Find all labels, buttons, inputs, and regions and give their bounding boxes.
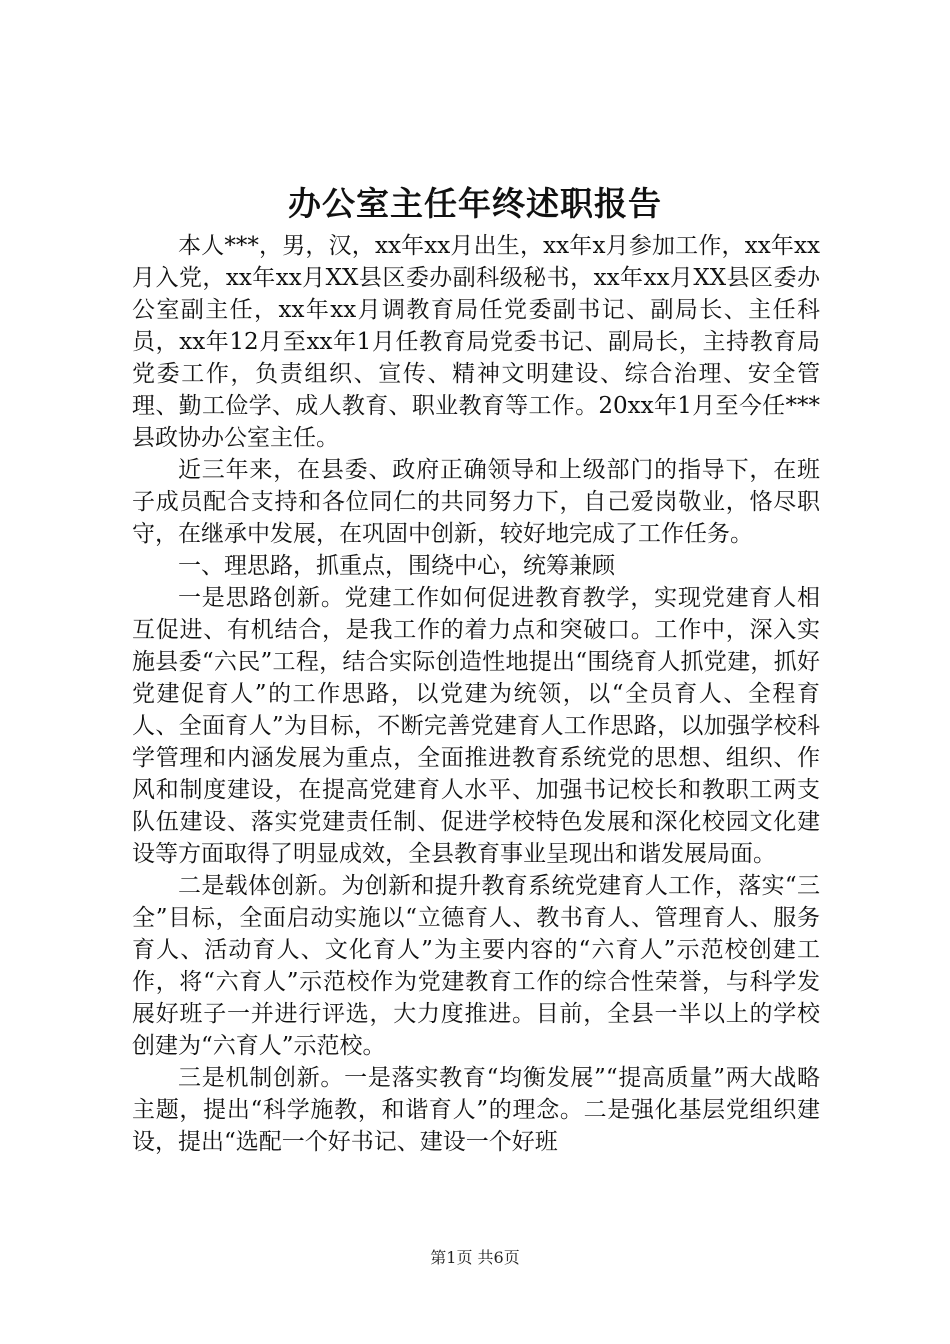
paragraph-mechanism-innovation: 三是机制创新。一是落实教育“均衡发展”“提高质量”两大战略主题，提出“科学施教，和谐育人”的理念。二是强化基层党组织建设，提出“选配一个好书记、建设一个好班 — [132, 1065, 820, 1155]
paragraph-overview: 近三年来，在县委、政府正确领导和上级部门的指导下，在班子成员配合支持和各位同仁的共同努力下，自己爱岗敬业，恪尽职守，在继承中发展，在巩固中创新，较好地完成了工作任务。 — [132, 457, 820, 547]
paragraph-carrier-innovation: 二是载体创新。为创新和提升教育系统党建育人工作，落实“三全”目标，全面启动实施以“立德育人、教书育人、管理育人、服务育人、活动育人、文化育人”为主要内容的“六育人”示范校创建工作，将“六育人”示范校作为党建教育工作的综合性荣誉，与科学发展好班子一并进行评选，大力度推进。目前，全县一半以上的学校创建为“六育人”示范校。 — [132, 873, 820, 1059]
document-title: 办公室主任年终述职报告 — [288, 184, 662, 223]
paragraph-personal-info: 本人***，男，汉，xx年xx月出生，xx年x月参加工作，xx年xx月入党，xx年xx月XX县区委办副科级秘书，xx年xx月XX县区委办公室副主任，xx年xx月调教育局任党委副书记、副局长、主任科员，xx年12月至xx年1月任教育局党委书记、副局长，主持教育局党委工作，负责组织、宣传、精神文明建设、综合治理、安全管理、勤工俭学、成人教育、职业教育等工作。20xx年1月至今任***县政协办公室主任。 — [132, 233, 820, 451]
paragraph-idea-innovation: 一是思路创新。党建工作如何促进教育教学，实现党建育人相互促进、有机结合，是我工作的着力点和突破口。工作中，深入实施县委“六民”工程，结合实际创造性地提出“围绕育人抓党建，抓好党建促育人”的工作思路，以党建为统领，以“全员育人、全程育人、全面育人”为目标，不断完善党建育人工作思路，以加强学校科学管理和内涵发展为重点，全面推进教育系统党的思想、组织、作风和制度建设，在提高党建育人水平、加强书记校长和教职工两支队伍建设、落实党建责任制、促进学校特色发展和深化校园文化建设等方面取得了明显成效，全县教育事业呈现出和谐发展局面。 — [132, 585, 820, 867]
section-heading-1: 一、理思路，抓重点，围绕中心，统筹兼顾 — [178, 553, 615, 579]
document-body — [132, 230, 820, 1158]
page-number-footer: 第1页 共6页 — [430, 1248, 520, 1267]
